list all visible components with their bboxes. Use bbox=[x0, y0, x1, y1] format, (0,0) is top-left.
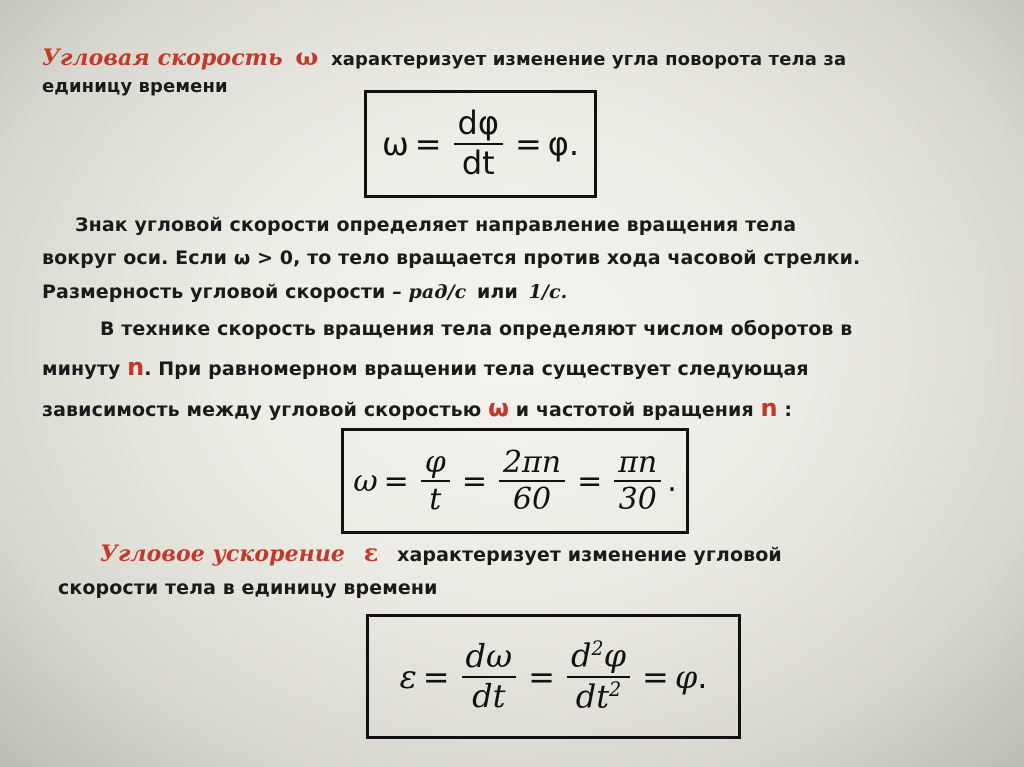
f3-eq2: = bbox=[528, 657, 555, 696]
accel-line-1 bbox=[100, 538, 782, 567]
f3-frac2 bbox=[567, 636, 630, 716]
n-symbol-2: n bbox=[760, 394, 778, 422]
epsilon-symbol: ε bbox=[363, 538, 379, 567]
tech-text-2a: минуту bbox=[42, 358, 121, 380]
f2-den3: 30 bbox=[618, 482, 657, 517]
tech-text-1: В технике скорость вращения тела определяют числом оборотов в bbox=[100, 318, 853, 340]
accel-text-2: скорости тела в единицу времени bbox=[58, 577, 438, 599]
f2-frac1 bbox=[421, 444, 450, 517]
f3-eq1: = bbox=[422, 657, 450, 696]
omega-symbol-2: ω bbox=[488, 394, 510, 422]
f3-num2: $d^2\varphi$ bbox=[567, 639, 630, 677]
intro-line-1 bbox=[42, 42, 846, 71]
or-word: или bbox=[477, 281, 518, 303]
omega-symbol: ω bbox=[295, 42, 319, 71]
tech-text-3a: зависимость между угловой скоростью bbox=[42, 399, 482, 421]
formula-angular-velocity bbox=[364, 90, 597, 198]
sign-line-3 bbox=[42, 281, 567, 303]
f2-dot: . bbox=[667, 463, 677, 499]
tech-line-2 bbox=[42, 353, 809, 381]
tech-line-3 bbox=[42, 394, 792, 422]
tech-line-1 bbox=[100, 318, 852, 340]
f2-num1: φ bbox=[421, 447, 450, 483]
formula-angular-acceleration bbox=[366, 614, 741, 739]
formula-omega-frequency bbox=[341, 428, 689, 534]
f1-eq: = bbox=[414, 125, 442, 163]
angular-acceleration-term: Угловое ускорение bbox=[100, 541, 346, 567]
f1-lhs: ω bbox=[381, 125, 409, 163]
f2-eq3: = bbox=[577, 463, 603, 499]
f3-rhs: φ bbox=[674, 657, 698, 696]
f2-frac3 bbox=[614, 444, 661, 517]
accel-line-2 bbox=[58, 577, 438, 599]
sign-text-2: вокруг оси. Если ω > 0, то тело вращается против хода часовой стрелки. bbox=[42, 247, 861, 269]
f3-eq3: = bbox=[642, 657, 669, 696]
dimension-label: Размерность угловой скорости – bbox=[42, 281, 402, 303]
f3-den2: $dt^2$ bbox=[575, 677, 622, 716]
f2-den1: t bbox=[429, 482, 442, 517]
unit-rad-s: рад/с bbox=[408, 281, 467, 303]
sign-line-2 bbox=[42, 247, 860, 269]
f2-den2: 60 bbox=[512, 482, 552, 517]
f3-num1: dω bbox=[462, 640, 517, 678]
intro-text-1: характеризует изменение угла поворота тела за bbox=[331, 49, 847, 70]
sign-text-1: Знак угловой скорости определяет направление вращения тела bbox=[75, 214, 797, 236]
f1-eq2: = bbox=[514, 125, 542, 163]
tech-text-3b: и частотой вращения bbox=[515, 399, 754, 421]
intro-text-2: единицу времени bbox=[42, 76, 228, 97]
sign-line-1 bbox=[75, 214, 796, 236]
f2-num2: 2πn bbox=[499, 447, 565, 483]
f1-rhs: φ. bbox=[547, 125, 580, 163]
f2-eq1: = bbox=[383, 463, 409, 499]
accel-text-1: характеризует изменение угловой bbox=[397, 544, 782, 566]
unit-1-s: 1/с. bbox=[528, 281, 568, 303]
intro-line-2 bbox=[42, 76, 228, 97]
f3-dot: . bbox=[697, 657, 708, 696]
f2-num3: πn bbox=[614, 447, 661, 483]
f1-fraction bbox=[454, 104, 503, 182]
f3-den1: dt bbox=[472, 676, 506, 715]
f3-lhs: ε bbox=[399, 657, 417, 696]
f2-frac2 bbox=[499, 444, 565, 517]
n-symbol: n bbox=[127, 353, 145, 381]
f1-den: dt bbox=[461, 144, 495, 182]
angular-velocity-term: Угловая скорость bbox=[42, 45, 283, 71]
tech-text-3c: : bbox=[784, 399, 793, 421]
f3-frac1 bbox=[462, 636, 517, 715]
f2-eq2: = bbox=[461, 463, 487, 499]
f1-num: dφ bbox=[454, 107, 503, 145]
f2-lhs: ω bbox=[353, 463, 378, 499]
tech-text-2b: . При равномерном вращении тела существует следующая bbox=[144, 358, 809, 380]
